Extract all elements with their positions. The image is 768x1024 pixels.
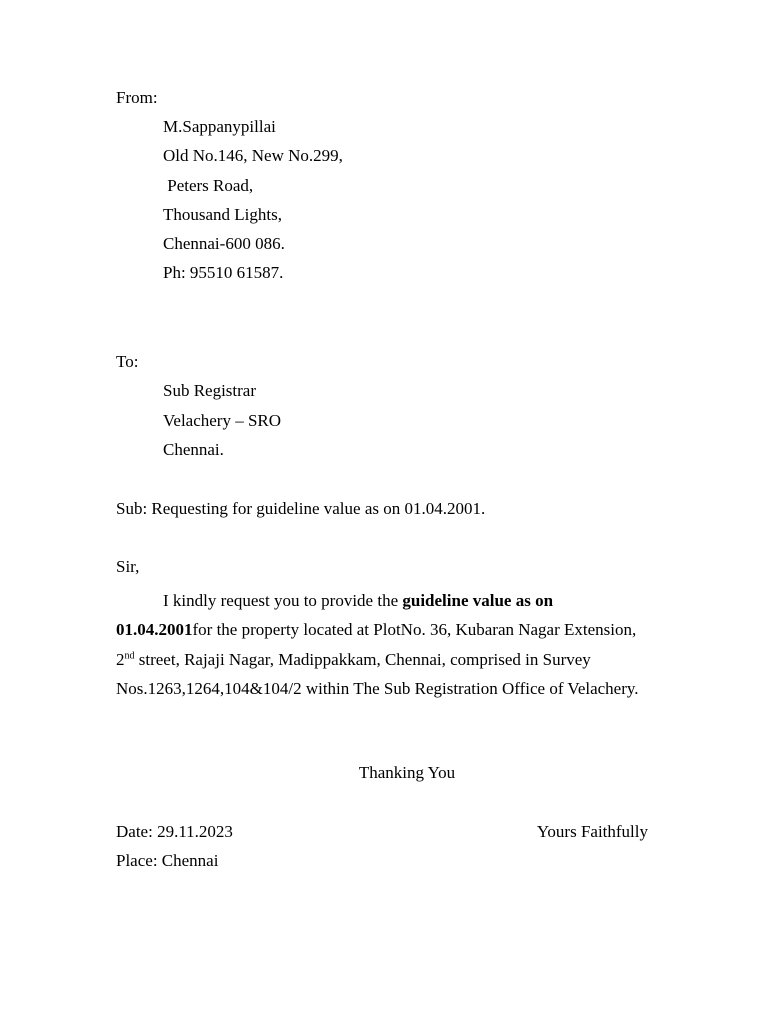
body-superscript: nd bbox=[124, 650, 135, 662]
signoff: Yours Faithfully bbox=[536, 822, 648, 841]
sender-phone: Ph: 95510 61587. bbox=[163, 263, 284, 282]
from-label: From: bbox=[116, 88, 158, 107]
salutation: Sir, bbox=[116, 557, 140, 576]
recipient-line-1: Sub Registrar bbox=[163, 381, 257, 400]
sender-name: M.Sappanypillai bbox=[163, 117, 276, 136]
closing-thanks: Thanking You bbox=[358, 763, 456, 782]
body-text-3: street, Rajaji Nagar, Madippakkam, Chennai, comprised in Survey Nos.1263,1264,104&104/2 within The Sub Registration Office of Velachery. bbox=[116, 649, 639, 699]
sender-address-line-3: Thousand Lights, bbox=[163, 205, 282, 224]
body-bold-guideline: guideline value as on 01.04.2001 bbox=[116, 591, 554, 640]
body-text-1: I kindly request you to provide the bbox=[163, 591, 403, 610]
subject-line: Sub: Requesting for guideline value as on 01.04.2001. bbox=[116, 499, 486, 518]
recipient-line-2: Velachery – SRO bbox=[163, 411, 282, 430]
body-paragraph bbox=[116, 586, 648, 704]
place-line: Place: Chennai bbox=[116, 851, 219, 870]
to-label: To: bbox=[116, 352, 139, 371]
sender-address-line-2: Peters Road, bbox=[163, 176, 254, 195]
sender-address-line-4: Chennai-600 086. bbox=[163, 234, 285, 253]
recipient-line-3: Chennai. bbox=[163, 440, 224, 459]
sender-address-line-1: Old No.146, New No.299, bbox=[163, 146, 343, 165]
body-text-2: for the property located at PlotNo. 36, Kubaran Nagar Extension, 2 bbox=[116, 620, 637, 669]
date-line: Date: 29.11.2023 bbox=[116, 822, 233, 841]
